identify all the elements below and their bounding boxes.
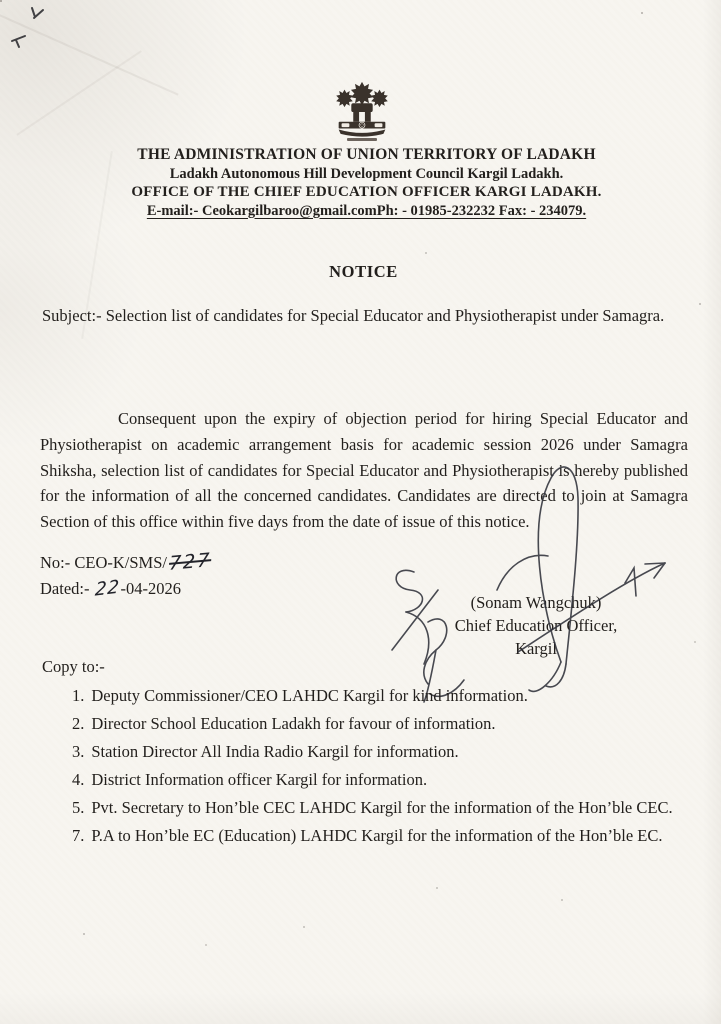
handwritten-date-day: 22 bbox=[93, 576, 121, 601]
reference-and-date bbox=[40, 549, 211, 602]
paper-crease bbox=[16, 50, 141, 135]
item-text: District Information officer Kargil for information. bbox=[91, 770, 428, 789]
list-item bbox=[72, 739, 690, 765]
date-line bbox=[40, 576, 211, 602]
item-number: 5. bbox=[72, 798, 85, 817]
notice-title: NOTICE bbox=[329, 262, 398, 281]
signatory-place: Kargil bbox=[515, 639, 557, 658]
reference-number-line bbox=[40, 549, 211, 576]
emblem-motto bbox=[347, 138, 377, 141]
copy-to-list bbox=[72, 683, 690, 849]
letterhead-line3: OFFICE OF THE CHIEF EDUCATION OFFICER KARGI LADAKH. bbox=[131, 184, 602, 200]
list-item bbox=[72, 767, 690, 793]
signatory-designation: Chief Education Officer, bbox=[454, 616, 618, 635]
item-number: 2. bbox=[72, 714, 85, 733]
letterhead bbox=[0, 146, 721, 220]
signatory-block bbox=[438, 591, 634, 660]
reference-label: No:- CEO-K/SMS/ bbox=[40, 553, 167, 572]
list-item bbox=[72, 823, 690, 849]
item-number: 1. bbox=[72, 686, 85, 705]
item-number: 7. bbox=[72, 826, 85, 845]
subject-line: Subject:- Selection list of candidates for Special Educator and Physiotherapist under Samagra. bbox=[42, 306, 665, 325]
handwritten-reference-number: 727 bbox=[168, 549, 212, 575]
item-number: 3. bbox=[72, 742, 85, 761]
letterhead-line2: Ladakh Autonomous Hill Development Council Kargil Ladakh. bbox=[169, 165, 564, 182]
item-text: P.A to Hon’ble EC (Education) LAHDC Kargil for the information of the Hon’ble EC. bbox=[91, 826, 663, 845]
item-number: 4. bbox=[72, 770, 85, 789]
pen-checkmark-icon bbox=[8, 4, 68, 54]
letterhead-line1: THE ADMINISTRATION OF UNION TERRITORY OF LADAKH bbox=[137, 146, 596, 163]
copy-to-section bbox=[42, 655, 690, 851]
date-rest: -04-2026 bbox=[120, 579, 182, 598]
date-label: Dated:- bbox=[40, 579, 90, 598]
item-text: Director School Education Ladakh for favour of information. bbox=[91, 714, 496, 733]
notice-body: Consequent upon the expiry of objection period for hiring Special Educator and Physiotherapist on academic arrangement basis for academic session 2026 under Samagra Shiksha, selection list of candidates for Special Educator and Physiotherapist is hereby published for the information of all the concerned candidates. Candidates are directed to join at Samagra Section of this office within five days from the date of issue of this notice. bbox=[40, 409, 688, 532]
ashoka-emblem-icon bbox=[327, 80, 397, 146]
item-text: Deputy Commissioner/CEO LAHDC Kargil for kind information. bbox=[91, 686, 528, 705]
list-item bbox=[72, 683, 690, 709]
list-item bbox=[72, 795, 690, 821]
letterhead-contact: E-mail:- Ceokargilbaroo@gmail.comPh: - 01985-232232 Fax: - 234079. bbox=[146, 202, 587, 219]
copy-to-label: Copy to:- bbox=[42, 657, 105, 676]
item-text: Pvt. Secretary to Hon’ble CEC LAHDC Kargil for the information of the Hon’ble CEC. bbox=[91, 798, 673, 817]
item-text: Station Director All India Radio Kargil for information. bbox=[91, 742, 459, 761]
signatory-name: (Sonam Wangchuk) bbox=[470, 593, 602, 612]
scan-noise-specks bbox=[0, 0, 2, 2]
list-item bbox=[72, 711, 690, 737]
